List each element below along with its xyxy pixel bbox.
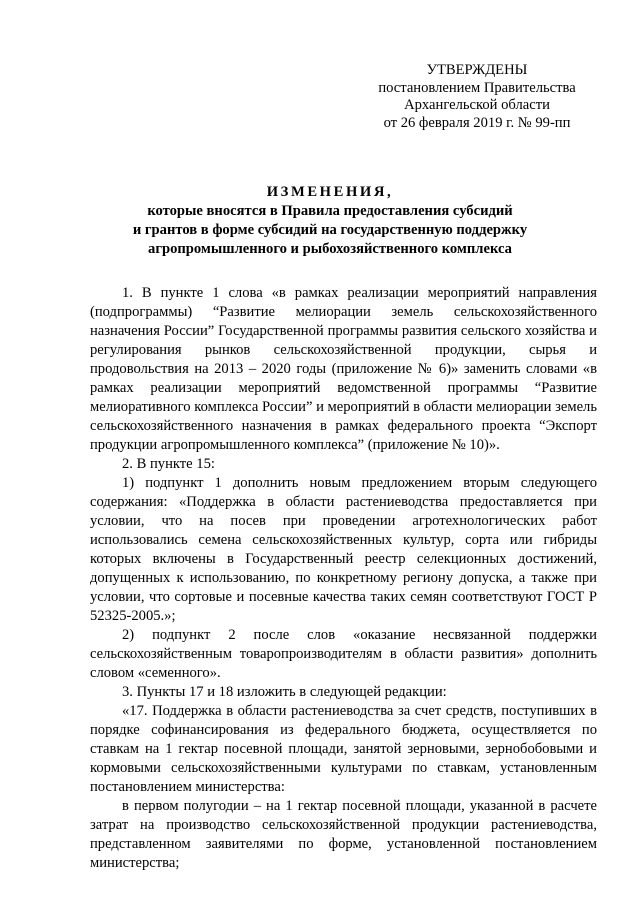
paragraph-subitem-2: 2) подпункт 2 после слов «оказание несвязанной поддержки сельскохозяйственным товаропроизводителям в области развития» дополнить словом «семенного». bbox=[90, 627, 597, 681]
title-line-1: которые вносятся в Правила предоставления субсидий bbox=[147, 203, 513, 219]
approval-region: Архангельской области bbox=[404, 97, 550, 113]
approval-heading: УТВЕРЖДЕНЫ bbox=[426, 62, 528, 78]
document-body bbox=[90, 284, 597, 873]
approval-date-number: от 26 февраля 2019 г. № 99-пп bbox=[383, 114, 571, 131]
approval-issuer: постановлением Правительства bbox=[378, 79, 576, 96]
paragraph-subitem-1: 1) подпункт 1 дополнить новым предложением вторым следующего содержания: «Поддержка в области растениеводства предоставляется при условии, что на посев при проведении агротехнологических работ использовались семена сельскохозяйственных культур, сорта или гибриды которых включены в Государственный реестр селекционных достижений, допущенных к использованию, по конкретному региону допуска, а также при условии, что сортовые и посевные качества таких семян соответствуют ГОСТ Р 52325-2005.»; bbox=[90, 475, 597, 624]
paragraph-item-3: 3. Пункты 17 и 18 изложить в следующей редакции: bbox=[122, 684, 447, 700]
paragraph-item-2: 2. В пункте 15: bbox=[122, 456, 215, 472]
paragraph-point-17: «17. Поддержка в области растениеводства за счет средств, поступивших в порядке софинансирования из федерального бюджета, осуществляется по ставкам на 1 гектар посевной площади, занятой зерновыми, зернобобовыми и кормовыми сельскохозяйственными культурами по ставкам, установленным постановлением министерства: bbox=[90, 703, 597, 795]
approval-stamp bbox=[362, 62, 592, 132]
title-main: ИЗМЕНЕНИЯ, bbox=[266, 184, 394, 200]
document-title bbox=[60, 183, 600, 259]
title-line-3: агропромышленного и рыбохозяйственного комплекса bbox=[148, 241, 512, 257]
paragraph-item-1: 1. В пункте 1 слова «в рамках реализации мероприятий направления (подпрограммы) “Развитие мелиорации земель сельскохозяйственного назначения России” Государственной программы развития сельского хозяйства и регулирования рынков сельскохозяйственной продукции, сырья и продовольствия на 2013 – 2020 годы (приложение № 6)» заменить словами «в рамках реализации мероприятий ведомственной программы “Развитие мелиоративного комплекса России” и мероприятий в области мелиорации земель сельскохозяйственного назначения в рамках федерального проекта “Экспорт продукции агропромышленного комплекса” (приложение № 10)». bbox=[90, 285, 597, 453]
paragraph-first-half-year: в первом полугодии – на 1 гектар посевной площади, указанной в расчете затрат на производство сельскохозяйственной продукции растениеводства, представленном заявителями по форме, установленной постановлением министерства; bbox=[90, 798, 597, 871]
title-line-2: и грантов в форме субсидий на государственную поддержку bbox=[132, 222, 528, 238]
